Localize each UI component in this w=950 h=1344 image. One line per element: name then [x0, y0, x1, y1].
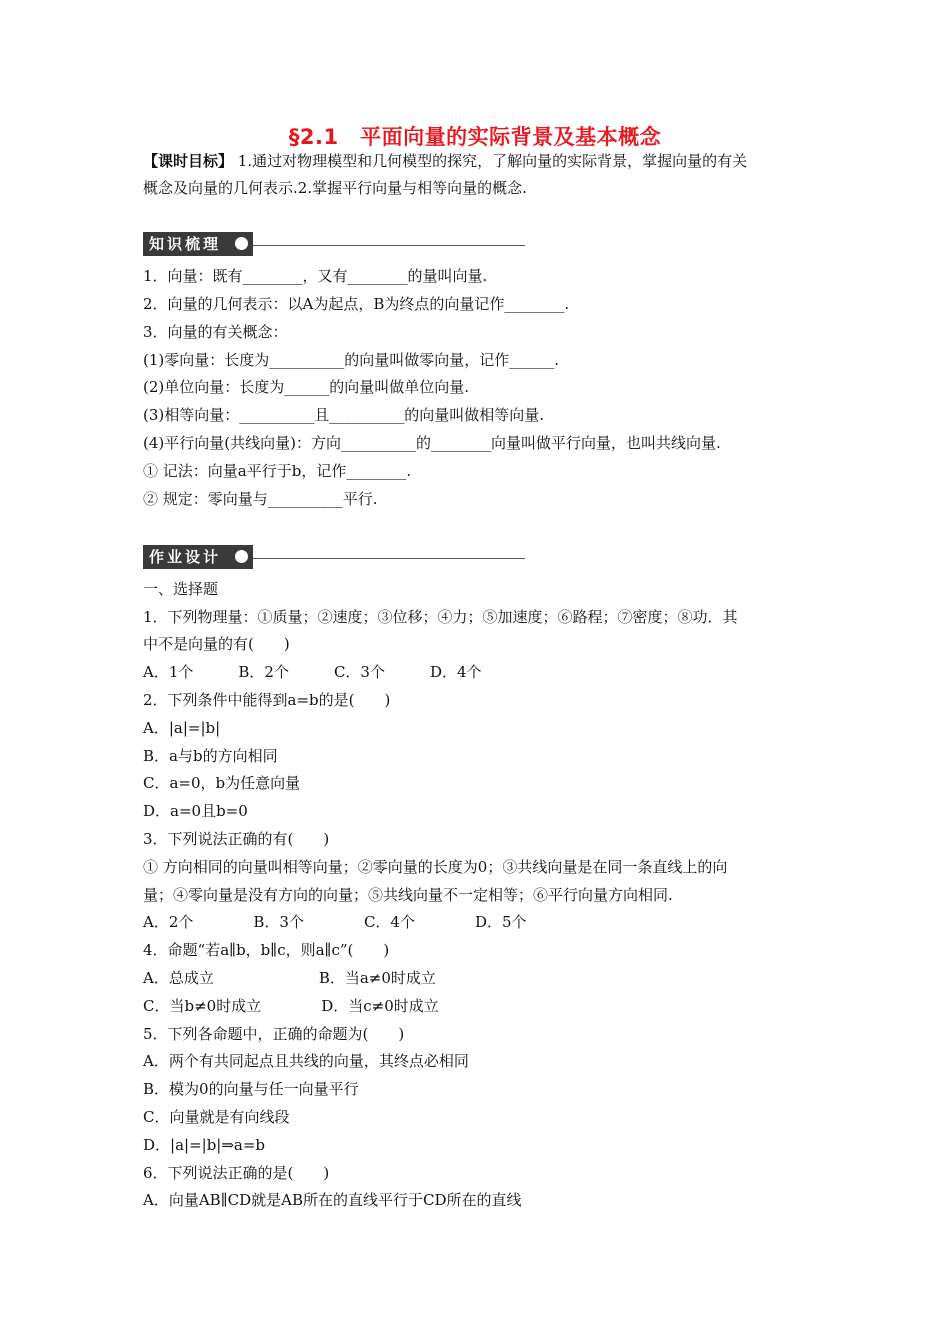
- homework-line: B．模为0的向量与任一向量平行: [143, 1080, 359, 1098]
- knowledge-line: ② 规定：零向量与__________平行.: [143, 490, 378, 508]
- homework-line: A．向量AB∥CD就是AB所在的直线平行于CD所在的直线: [143, 1191, 522, 1209]
- lesson-goal: [143, 148, 811, 202]
- homework-line: 中不是向量的有( ): [143, 635, 290, 653]
- homework-line: C．a=0，b为任意向量: [143, 774, 301, 792]
- homework-line: A．|a|=|b|: [143, 719, 221, 737]
- goal-tag: 【课时目标】: [143, 152, 234, 170]
- homework-line: 量；④零向量是没有方向的向量；⑤共线向量不一定相等；⑥平行向量方向相同.: [143, 886, 673, 904]
- knowledge-line: (1)零向量：长度为__________的向量叫做零向量，记作______.: [143, 351, 560, 369]
- homework-line: A．总成立 B．当a≠0时成立: [143, 969, 436, 987]
- homework-line: A．1个 B．2个 C．3个 D．4个: [143, 663, 482, 681]
- homework-line: A．2个 B．3个 C．4个 D．5个: [143, 913, 527, 931]
- goal-line-2: 概念及向量的几何表示.2.掌握平行向量与相等向量的概念.: [143, 179, 527, 197]
- homework-line: 4．命题“若a∥b，b∥c，则a∥c”( ): [143, 941, 390, 959]
- homework-line: C．当b≠0时成立 D．当c≠0时成立: [143, 997, 439, 1015]
- bullet-dot-icon: [235, 550, 248, 563]
- page-title: §2.1 平面向量的实际背景及基本概念: [288, 125, 662, 149]
- section-rule: [253, 558, 525, 559]
- homework-line: 3．下列说法正确的有( ): [143, 830, 330, 848]
- knowledge-line: ① 记法：向量a平行于b，记作________.: [143, 462, 412, 480]
- homework-line: 2．下列条件中能得到a=b的是( ): [143, 691, 391, 709]
- knowledge-line: (2)单位向量：长度为______的向量叫做单位向量.: [143, 378, 470, 396]
- knowledge-line: (4)平行向量(共线向量)：方向__________的________向量叫做平行向量，也叫共线向量.: [143, 434, 721, 452]
- homework-line: 6．下列说法正确的是( ): [143, 1164, 330, 1182]
- knowledge-line: 1．向量：既有________，又有________的量叫向量.: [143, 267, 488, 285]
- knowledge-line: (3)相等向量：__________且__________的向量叫做相等向量.: [143, 406, 545, 424]
- homework-line: B．a与b的方向相同: [143, 747, 278, 765]
- section-header-knowledge: [143, 232, 525, 256]
- section-label-knowledge: 知识梳理: [143, 232, 253, 256]
- homework-line: ① 方向相同的向量叫相等向量；②零向量的长度为0；③共线向量是在同一条直线上的向: [143, 858, 728, 876]
- goal-line-1: [143, 148, 811, 175]
- section-label-homework: 作业设计: [143, 545, 253, 569]
- homework-line: A．两个有共同起点且共线的向量，其终点必相同: [143, 1052, 469, 1070]
- homework-line: D．a=0且b=0: [143, 802, 248, 820]
- section-header-homework: [143, 545, 525, 569]
- bullet-dot-icon: [235, 237, 248, 250]
- knowledge-line: 3．向量的有关概念：: [143, 323, 288, 341]
- homework-line: 一、选择题: [143, 580, 219, 598]
- homework-line: 5．下列各命题中，正确的命题为( ): [143, 1025, 405, 1043]
- homework-line: 1．下列物理量：①质量；②速度；③位移；④力；⑤加速度；⑥路程；⑦密度；⑧功．其: [143, 608, 738, 626]
- homework-line: D．|a|=|b|⇒a=b: [143, 1136, 266, 1154]
- section-rule: [253, 245, 525, 246]
- goal-text-1: 1.通过对物理模型和几何模型的探究，了解向量的实际背景，掌握向量的有关: [237, 152, 748, 170]
- homework-line: C．向量就是有向线段: [143, 1108, 290, 1126]
- knowledge-line: 2．向量的几何表示：以A为起点，B为终点的向量记作________.: [143, 295, 570, 313]
